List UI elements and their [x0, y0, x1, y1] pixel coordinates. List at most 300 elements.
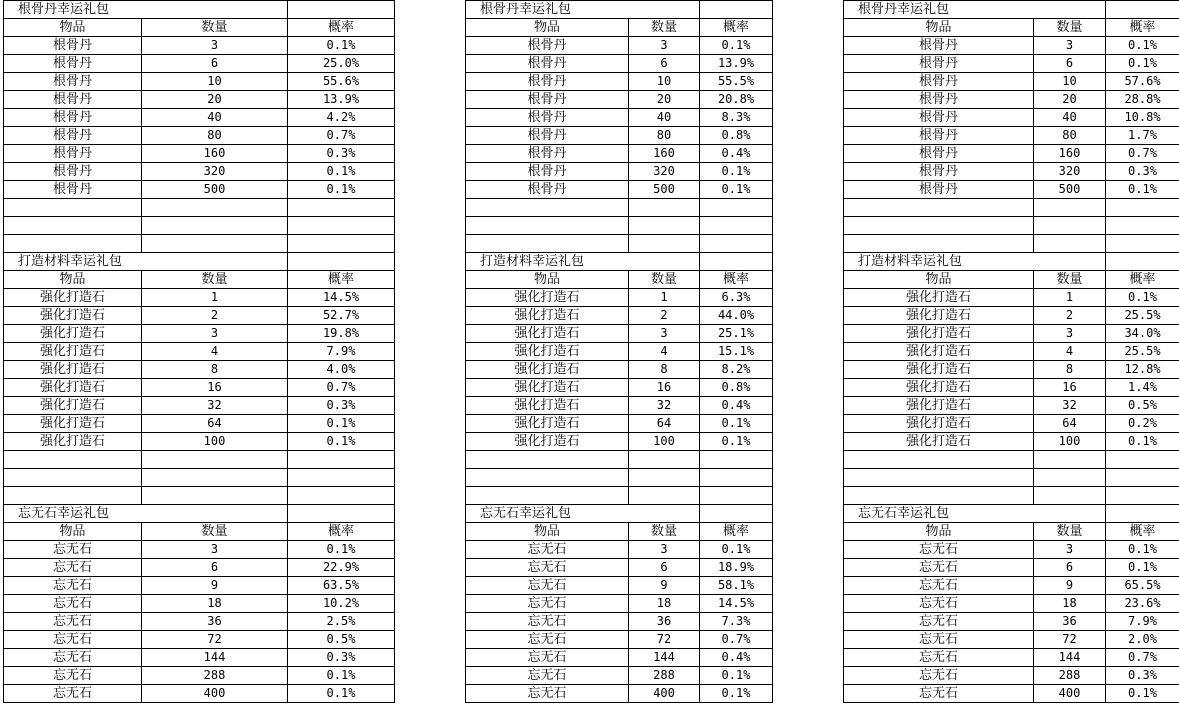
cell-rate[interactable]: 0.1%	[700, 37, 773, 55]
cell[interactable]	[629, 217, 700, 235]
header-qty[interactable]: 数量	[1034, 523, 1106, 541]
cell-rate[interactable]: 65.5%	[1106, 577, 1179, 595]
cell-item[interactable]: 强化打造石	[466, 289, 629, 307]
cell-item[interactable]: 强化打造石	[4, 415, 142, 433]
cell[interactable]	[4, 451, 142, 469]
cell[interactable]	[1034, 217, 1106, 235]
cell-qty[interactable]: 36	[142, 613, 288, 631]
cell-item[interactable]: 强化打造石	[466, 343, 629, 361]
cell[interactable]	[1034, 1, 1106, 19]
cell-item[interactable]: 忘无石	[466, 613, 629, 631]
cell-qty[interactable]: 20	[629, 91, 700, 109]
header-qty[interactable]: 数量	[1034, 271, 1106, 289]
cell-rate[interactable]: 22.9%	[288, 559, 395, 577]
cell-qty[interactable]: 3	[629, 541, 700, 559]
cell-qty[interactable]: 6	[142, 55, 288, 73]
cell[interactable]	[1106, 451, 1179, 469]
cell-qty[interactable]: 2	[1034, 307, 1106, 325]
cell-rate[interactable]: 25.5%	[1106, 307, 1179, 325]
cell[interactable]	[142, 451, 288, 469]
cell[interactable]	[4, 199, 142, 217]
cell-rate[interactable]: 55.6%	[288, 73, 395, 91]
cell[interactable]	[629, 253, 700, 271]
cell-item[interactable]: 强化打造石	[844, 379, 1034, 397]
cell-qty[interactable]: 10	[1034, 73, 1106, 91]
cell-qty[interactable]: 288	[142, 667, 288, 685]
cell-rate[interactable]: 23.6%	[1106, 595, 1179, 613]
section-title[interactable]: 忘无石幸运礼包	[844, 505, 1034, 523]
cell-rate[interactable]: 1.7%	[1106, 127, 1179, 145]
cell-rate[interactable]: 58.1%	[700, 577, 773, 595]
cell-qty[interactable]: 72	[1034, 631, 1106, 649]
cell-item[interactable]: 根骨丹	[466, 181, 629, 199]
cell-rate[interactable]: 10.2%	[288, 595, 395, 613]
cell-qty[interactable]: 4	[1034, 343, 1106, 361]
cell-rate[interactable]: 0.1%	[1106, 685, 1179, 703]
cell-item[interactable]: 忘无石	[844, 541, 1034, 559]
cell-qty[interactable]: 9	[629, 577, 700, 595]
cell-qty[interactable]: 1	[629, 289, 700, 307]
cell-qty[interactable]: 4	[142, 343, 288, 361]
cell-rate[interactable]: 52.7%	[288, 307, 395, 325]
cell-qty[interactable]: 6	[629, 55, 700, 73]
header-item[interactable]: 物品	[844, 523, 1034, 541]
cell-item[interactable]: 强化打造石	[4, 361, 142, 379]
cell-qty[interactable]: 32	[142, 397, 288, 415]
cell-qty[interactable]: 320	[629, 163, 700, 181]
cell-item[interactable]: 根骨丹	[4, 73, 142, 91]
cell-rate[interactable]: 14.5%	[700, 595, 773, 613]
cell[interactable]	[288, 469, 395, 487]
cell-rate[interactable]: 0.1%	[1106, 559, 1179, 577]
cell-qty[interactable]: 100	[142, 433, 288, 451]
cell-qty[interactable]: 400	[1034, 685, 1106, 703]
cell[interactable]	[844, 235, 1034, 253]
cell-rate[interactable]: 0.1%	[288, 685, 395, 703]
cell-item[interactable]: 强化打造石	[844, 289, 1034, 307]
cell[interactable]	[1106, 199, 1179, 217]
cell-item[interactable]: 根骨丹	[4, 145, 142, 163]
cell-qty[interactable]: 36	[629, 613, 700, 631]
cell-rate[interactable]: 0.1%	[1106, 37, 1179, 55]
cell[interactable]	[288, 199, 395, 217]
cell-item[interactable]: 根骨丹	[844, 37, 1034, 55]
cell-item[interactable]: 根骨丹	[4, 91, 142, 109]
cell-item[interactable]: 强化打造石	[844, 433, 1034, 451]
cell-qty[interactable]: 400	[142, 685, 288, 703]
cell-rate[interactable]: 0.1%	[288, 37, 395, 55]
cell-qty[interactable]: 288	[629, 667, 700, 685]
cell[interactable]	[844, 217, 1034, 235]
cell-qty[interactable]: 18	[1034, 595, 1106, 613]
cell-item[interactable]: 忘无石	[4, 667, 142, 685]
cell[interactable]	[700, 217, 773, 235]
cell-item[interactable]: 根骨丹	[844, 55, 1034, 73]
cell-qty[interactable]: 9	[142, 577, 288, 595]
cell-item[interactable]: 忘无石	[4, 541, 142, 559]
cell-rate[interactable]: 4.0%	[288, 361, 395, 379]
cell[interactable]	[288, 235, 395, 253]
header-item[interactable]: 物品	[844, 271, 1034, 289]
cell-rate[interactable]: 0.3%	[288, 145, 395, 163]
header-rate[interactable]: 概率	[1106, 19, 1179, 37]
cell-item[interactable]: 强化打造石	[466, 361, 629, 379]
cell-item[interactable]: 强化打造石	[844, 397, 1034, 415]
cell-item[interactable]: 根骨丹	[844, 127, 1034, 145]
section-title[interactable]: 忘无石幸运礼包	[466, 505, 629, 523]
cell-rate[interactable]: 0.1%	[1106, 289, 1179, 307]
cell[interactable]	[4, 217, 142, 235]
cell[interactable]	[1034, 451, 1106, 469]
cell-item[interactable]: 根骨丹	[466, 91, 629, 109]
cell-rate[interactable]: 7.3%	[700, 613, 773, 631]
cell-qty[interactable]: 2	[142, 307, 288, 325]
cell[interactable]	[1034, 469, 1106, 487]
cell[interactable]	[700, 199, 773, 217]
header-qty[interactable]: 数量	[629, 19, 700, 37]
cell-item[interactable]: 忘无石	[844, 595, 1034, 613]
cell-item[interactable]: 根骨丹	[844, 163, 1034, 181]
cell-qty[interactable]: 2	[629, 307, 700, 325]
cell-qty[interactable]: 20	[1034, 91, 1106, 109]
cell[interactable]	[700, 253, 773, 271]
header-rate[interactable]: 概率	[700, 523, 773, 541]
cell-item[interactable]: 强化打造石	[4, 379, 142, 397]
cell[interactable]	[288, 505, 395, 523]
cell-rate[interactable]: 25.0%	[288, 55, 395, 73]
cell-qty[interactable]: 40	[142, 109, 288, 127]
cell-rate[interactable]: 2.5%	[288, 613, 395, 631]
cell-qty[interactable]: 4	[629, 343, 700, 361]
cell-rate[interactable]: 0.1%	[288, 163, 395, 181]
header-rate[interactable]: 概率	[700, 19, 773, 37]
cell-qty[interactable]: 160	[142, 145, 288, 163]
cell-rate[interactable]: 0.1%	[700, 541, 773, 559]
cell-qty[interactable]: 144	[142, 649, 288, 667]
cell[interactable]	[1106, 487, 1179, 505]
cell-qty[interactable]: 3	[142, 541, 288, 559]
cell-qty[interactable]: 72	[629, 631, 700, 649]
cell-rate[interactable]: 0.1%	[288, 433, 395, 451]
header-item[interactable]: 物品	[466, 271, 629, 289]
cell-rate[interactable]: 0.3%	[288, 649, 395, 667]
cell-item[interactable]: 根骨丹	[844, 181, 1034, 199]
cell-item[interactable]: 强化打造石	[4, 325, 142, 343]
cell-item[interactable]: 忘无石	[4, 631, 142, 649]
cell[interactable]	[142, 505, 288, 523]
cell-item[interactable]: 强化打造石	[844, 361, 1034, 379]
cell-qty[interactable]: 64	[629, 415, 700, 433]
cell[interactable]	[466, 235, 629, 253]
header-item[interactable]: 物品	[844, 19, 1034, 37]
cell-rate[interactable]: 0.7%	[1106, 649, 1179, 667]
cell-rate[interactable]: 20.8%	[700, 91, 773, 109]
cell-item[interactable]: 强化打造石	[466, 415, 629, 433]
cell-item[interactable]: 根骨丹	[844, 91, 1034, 109]
header-qty[interactable]: 数量	[1034, 19, 1106, 37]
cell-item[interactable]: 忘无石	[844, 667, 1034, 685]
cell-item[interactable]: 忘无石	[466, 685, 629, 703]
cell-qty[interactable]: 10	[629, 73, 700, 91]
cell-rate[interactable]: 6.3%	[700, 289, 773, 307]
cell-item[interactable]: 忘无石	[466, 667, 629, 685]
cell-rate[interactable]: 25.1%	[700, 325, 773, 343]
cell-rate[interactable]: 0.1%	[1106, 181, 1179, 199]
cell-qty[interactable]: 144	[629, 649, 700, 667]
cell-item[interactable]: 忘无石	[844, 685, 1034, 703]
cell[interactable]	[844, 469, 1034, 487]
cell-qty[interactable]: 3	[142, 325, 288, 343]
cell-qty[interactable]: 100	[1034, 433, 1106, 451]
cell-rate[interactable]: 13.9%	[700, 55, 773, 73]
cell[interactable]	[4, 235, 142, 253]
section-title[interactable]: 打造材料幸运礼包	[844, 253, 1034, 271]
cell[interactable]	[700, 451, 773, 469]
cell[interactable]	[466, 487, 629, 505]
cell-item[interactable]: 忘无石	[4, 685, 142, 703]
cell-rate[interactable]: 0.4%	[700, 397, 773, 415]
cell-rate[interactable]: 0.1%	[1106, 433, 1179, 451]
cell-item[interactable]: 根骨丹	[4, 127, 142, 145]
cell-qty[interactable]: 40	[629, 109, 700, 127]
cell-item[interactable]: 强化打造石	[4, 289, 142, 307]
cell-qty[interactable]: 36	[1034, 613, 1106, 631]
cell-rate[interactable]: 7.9%	[288, 343, 395, 361]
cell-item[interactable]: 忘无石	[4, 577, 142, 595]
cell-item[interactable]: 根骨丹	[844, 145, 1034, 163]
cell-rate[interactable]: 10.8%	[1106, 109, 1179, 127]
cell-qty[interactable]: 18	[142, 595, 288, 613]
cell-rate[interactable]: 0.3%	[1106, 163, 1179, 181]
cell-item[interactable]: 忘无石	[844, 577, 1034, 595]
cell-rate[interactable]: 0.8%	[700, 127, 773, 145]
cell-rate[interactable]: 0.1%	[700, 163, 773, 181]
cell[interactable]	[4, 487, 142, 505]
cell-rate[interactable]: 15.1%	[700, 343, 773, 361]
cell-item[interactable]: 忘无石	[844, 649, 1034, 667]
cell[interactable]	[142, 487, 288, 505]
cell[interactable]	[1106, 469, 1179, 487]
cell-rate[interactable]: 57.6%	[1106, 73, 1179, 91]
cell-qty[interactable]: 6	[1034, 559, 1106, 577]
cell-qty[interactable]: 64	[1034, 415, 1106, 433]
cell-qty[interactable]: 320	[142, 163, 288, 181]
cell-rate[interactable]: 0.5%	[1106, 397, 1179, 415]
cell-item[interactable]: 忘无石	[466, 631, 629, 649]
cell-item[interactable]: 强化打造石	[466, 397, 629, 415]
cell-rate[interactable]: 0.1%	[1106, 541, 1179, 559]
cell-item[interactable]: 强化打造石	[466, 325, 629, 343]
cell[interactable]	[288, 217, 395, 235]
cell-rate[interactable]: 0.2%	[1106, 415, 1179, 433]
cell-rate[interactable]: 0.7%	[288, 379, 395, 397]
cell-qty[interactable]: 160	[1034, 145, 1106, 163]
cell-item[interactable]: 强化打造石	[4, 307, 142, 325]
cell-qty[interactable]: 320	[1034, 163, 1106, 181]
cell[interactable]	[629, 505, 700, 523]
cell-rate[interactable]: 28.8%	[1106, 91, 1179, 109]
cell-item[interactable]: 根骨丹	[4, 181, 142, 199]
section-title[interactable]: 打造材料幸运礼包	[4, 253, 142, 271]
cell[interactable]	[844, 487, 1034, 505]
header-rate[interactable]: 概率	[288, 523, 395, 541]
cell-qty[interactable]: 3	[629, 325, 700, 343]
cell-qty[interactable]: 64	[142, 415, 288, 433]
cell[interactable]	[1034, 235, 1106, 253]
section-title[interactable]: 打造材料幸运礼包	[466, 253, 629, 271]
cell[interactable]	[1106, 235, 1179, 253]
cell[interactable]	[844, 451, 1034, 469]
cell-rate[interactable]: 4.2%	[288, 109, 395, 127]
section-title[interactable]: 忘无石幸运礼包	[4, 505, 142, 523]
cell-qty[interactable]: 16	[1034, 379, 1106, 397]
cell[interactable]	[142, 199, 288, 217]
cell-rate[interactable]: 55.5%	[700, 73, 773, 91]
cell[interactable]	[700, 469, 773, 487]
cell-qty[interactable]: 10	[142, 73, 288, 91]
cell-qty[interactable]: 1	[1034, 289, 1106, 307]
cell-rate[interactable]: 0.1%	[1106, 55, 1179, 73]
cell-item[interactable]: 忘无石	[466, 649, 629, 667]
cell-rate[interactable]: 0.1%	[288, 667, 395, 685]
cell-rate[interactable]: 0.7%	[288, 127, 395, 145]
cell-item[interactable]: 强化打造石	[4, 343, 142, 361]
cell-item[interactable]: 根骨丹	[4, 37, 142, 55]
cell-qty[interactable]: 6	[142, 559, 288, 577]
cell-item[interactable]: 忘无石	[844, 613, 1034, 631]
cell-item[interactable]: 忘无石	[4, 559, 142, 577]
cell-item[interactable]: 根骨丹	[4, 55, 142, 73]
cell-rate[interactable]: 0.1%	[700, 685, 773, 703]
cell-qty[interactable]: 288	[1034, 667, 1106, 685]
cell-qty[interactable]: 8	[142, 361, 288, 379]
header-rate[interactable]: 概率	[288, 271, 395, 289]
cell-item[interactable]: 根骨丹	[4, 163, 142, 181]
cell[interactable]	[700, 487, 773, 505]
cell-rate[interactable]: 44.0%	[700, 307, 773, 325]
header-qty[interactable]: 数量	[142, 19, 288, 37]
header-item[interactable]: 物品	[466, 19, 629, 37]
cell-qty[interactable]: 3	[629, 37, 700, 55]
cell[interactable]	[466, 217, 629, 235]
cell-rate[interactable]: 0.5%	[288, 631, 395, 649]
header-item[interactable]: 物品	[466, 523, 629, 541]
cell-rate[interactable]: 0.7%	[700, 631, 773, 649]
cell-qty[interactable]: 40	[1034, 109, 1106, 127]
cell-qty[interactable]: 160	[629, 145, 700, 163]
cell-rate[interactable]: 0.1%	[700, 415, 773, 433]
header-rate[interactable]: 概率	[288, 19, 395, 37]
cell-item[interactable]: 根骨丹	[844, 73, 1034, 91]
cell-qty[interactable]: 80	[629, 127, 700, 145]
cell-item[interactable]: 强化打造石	[844, 415, 1034, 433]
cell[interactable]	[629, 199, 700, 217]
cell-rate[interactable]: 34.0%	[1106, 325, 1179, 343]
cell-item[interactable]: 根骨丹	[466, 37, 629, 55]
cell-qty[interactable]: 9	[1034, 577, 1106, 595]
cell-item[interactable]: 根骨丹	[466, 73, 629, 91]
cell-item[interactable]: 根骨丹	[466, 55, 629, 73]
cell-qty[interactable]: 8	[1034, 361, 1106, 379]
cell-rate[interactable]: 0.3%	[1106, 667, 1179, 685]
cell[interactable]	[629, 235, 700, 253]
cell-qty[interactable]: 20	[142, 91, 288, 109]
cell-rate[interactable]: 18.9%	[700, 559, 773, 577]
cell-rate[interactable]: 13.9%	[288, 91, 395, 109]
header-item[interactable]: 物品	[4, 523, 142, 541]
cell-item[interactable]: 强化打造石	[4, 433, 142, 451]
cell-item[interactable]: 根骨丹	[466, 163, 629, 181]
cell-item[interactable]: 忘无石	[466, 577, 629, 595]
cell-qty[interactable]: 100	[629, 433, 700, 451]
cell-item[interactable]: 强化打造石	[844, 325, 1034, 343]
cell-item[interactable]: 强化打造石	[466, 433, 629, 451]
cell[interactable]	[629, 487, 700, 505]
cell-rate[interactable]: 25.5%	[1106, 343, 1179, 361]
cell-item[interactable]: 忘无石	[466, 541, 629, 559]
cell[interactable]	[700, 505, 773, 523]
cell-item[interactable]: 忘无石	[466, 595, 629, 613]
header-qty[interactable]: 数量	[142, 523, 288, 541]
cell-rate[interactable]: 14.5%	[288, 289, 395, 307]
cell-qty[interactable]: 6	[1034, 55, 1106, 73]
cell-qty[interactable]: 3	[142, 37, 288, 55]
header-rate[interactable]: 概率	[1106, 271, 1179, 289]
cell-item[interactable]: 强化打造石	[466, 307, 629, 325]
cell-qty[interactable]: 1	[142, 289, 288, 307]
cell[interactable]	[1106, 505, 1179, 523]
header-rate[interactable]: 概率	[700, 271, 773, 289]
cell[interactable]	[142, 1, 288, 19]
cell-qty[interactable]: 500	[629, 181, 700, 199]
header-rate[interactable]: 概率	[1106, 523, 1179, 541]
cell-qty[interactable]: 32	[629, 397, 700, 415]
cell-rate[interactable]: 0.1%	[700, 181, 773, 199]
cell-rate[interactable]: 0.4%	[700, 649, 773, 667]
cell[interactable]	[142, 235, 288, 253]
cell[interactable]	[629, 469, 700, 487]
cell[interactable]	[629, 451, 700, 469]
cell[interactable]	[1106, 217, 1179, 235]
cell-rate[interactable]: 12.8%	[1106, 361, 1179, 379]
cell-item[interactable]: 忘无石	[4, 649, 142, 667]
cell-qty[interactable]: 144	[1034, 649, 1106, 667]
cell-item[interactable]: 根骨丹	[466, 127, 629, 145]
cell-qty[interactable]: 400	[629, 685, 700, 703]
cell-rate[interactable]: 8.2%	[700, 361, 773, 379]
cell[interactable]	[466, 451, 629, 469]
cell-item[interactable]: 强化打造石	[466, 379, 629, 397]
cell-qty[interactable]: 3	[1034, 541, 1106, 559]
cell[interactable]	[142, 217, 288, 235]
cell-item[interactable]: 忘无石	[844, 559, 1034, 577]
cell-qty[interactable]: 8	[629, 361, 700, 379]
cell-item[interactable]: 忘无石	[4, 595, 142, 613]
cell-rate[interactable]: 0.1%	[700, 433, 773, 451]
cell[interactable]	[466, 469, 629, 487]
cell-item[interactable]: 强化打造石	[4, 397, 142, 415]
cell[interactable]	[142, 253, 288, 271]
cell[interactable]	[629, 1, 700, 19]
cell-qty[interactable]: 16	[629, 379, 700, 397]
cell-rate[interactable]: 0.7%	[1106, 145, 1179, 163]
cell[interactable]	[288, 487, 395, 505]
cell-rate[interactable]: 0.1%	[700, 667, 773, 685]
cell-item[interactable]: 根骨丹	[4, 109, 142, 127]
cell-rate[interactable]: 7.9%	[1106, 613, 1179, 631]
cell-rate[interactable]: 0.4%	[700, 145, 773, 163]
cell-qty[interactable]: 500	[1034, 181, 1106, 199]
